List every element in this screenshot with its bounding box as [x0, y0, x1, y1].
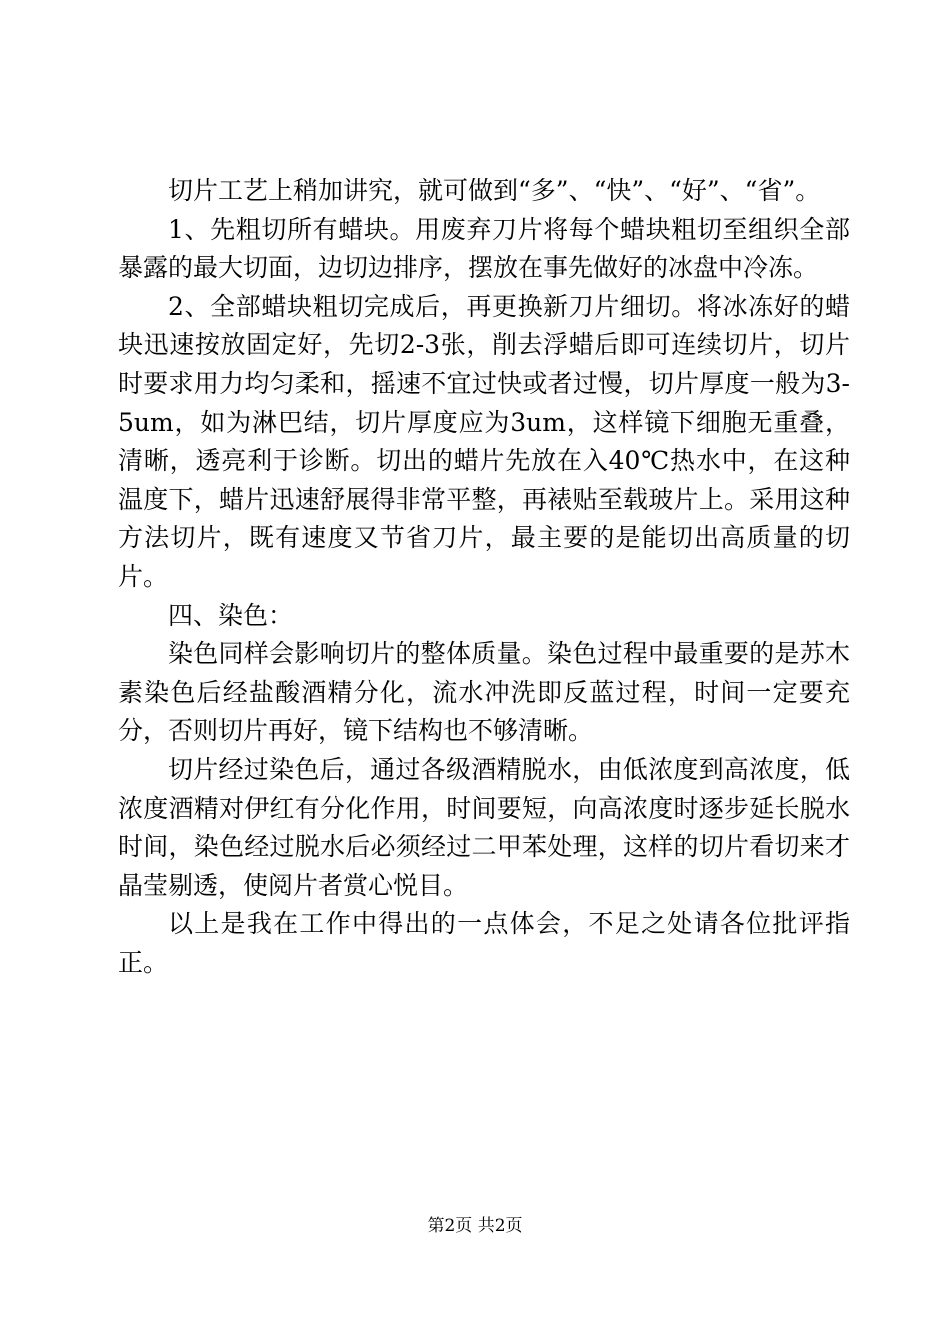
section-heading-staining: 四、染色： — [168, 600, 294, 630]
paragraph-intro: 切片工艺上稍加讲究，就可做到“多”、“快”、“好”、“省”。 — [168, 176, 821, 205]
page-number-footer: 第2页 共2页 — [427, 1216, 523, 1236]
paragraph-staining: 染色同样会影响切片的整体质量。染色过程中最重要的是苏木素染色后经盐酸酒精分化，流水冲洗即反蓝过程，时间一定要充分，否则切片再好，镜下结构也不够清晰。 — [118, 639, 850, 746]
paragraph-conclusion: 以上是我在工作中得出的一点体会，不足之处请各位批评指正。 — [118, 909, 850, 977]
paragraph-step-1: 1、先粗切所有蜡块。用废弃刀片将每个蜡块粗切至组织全部暴露的最大切面，边切边排序，摆放在事先做好的冰盘中冷冻。 — [118, 214, 850, 283]
paragraph-dehydration: 切片经过染色后，通过各级酒精脱水，由低浓度到高浓度，低浓度酒精对伊红有分化作用，时间要短，向高浓度时逐步延长脱水时间，染色经过脱水后必须经过二甲苯处理，这样的切片看切来才晶莹剔透，使阅片者赏心悦目。 — [118, 754, 850, 900]
paragraph-step-2: 2、全部蜡块粗切完成后，再更换新刀片细切。将冰冻好的蜡块迅速按放固定好，先切2-3张，削去浮蜡后即可连续切片，切片时要求用力均匀柔和，摇速不宜过快或者过慢，切片厚度一般为3-5um，如为淋巴结，切片厚度应为3um，这样镜下细胞无重叠，清晰，透亮利于诊断。切出的蜡片先放在入40℃热水中，在这种温度下，蜡片迅速舒展得非常平整，再裱贴至载玻片上。采用这种方法切片，既有速度又节省刀片，最主要的是能切出高质量的切片。 — [118, 291, 850, 591]
document-body — [118, 172, 850, 982]
